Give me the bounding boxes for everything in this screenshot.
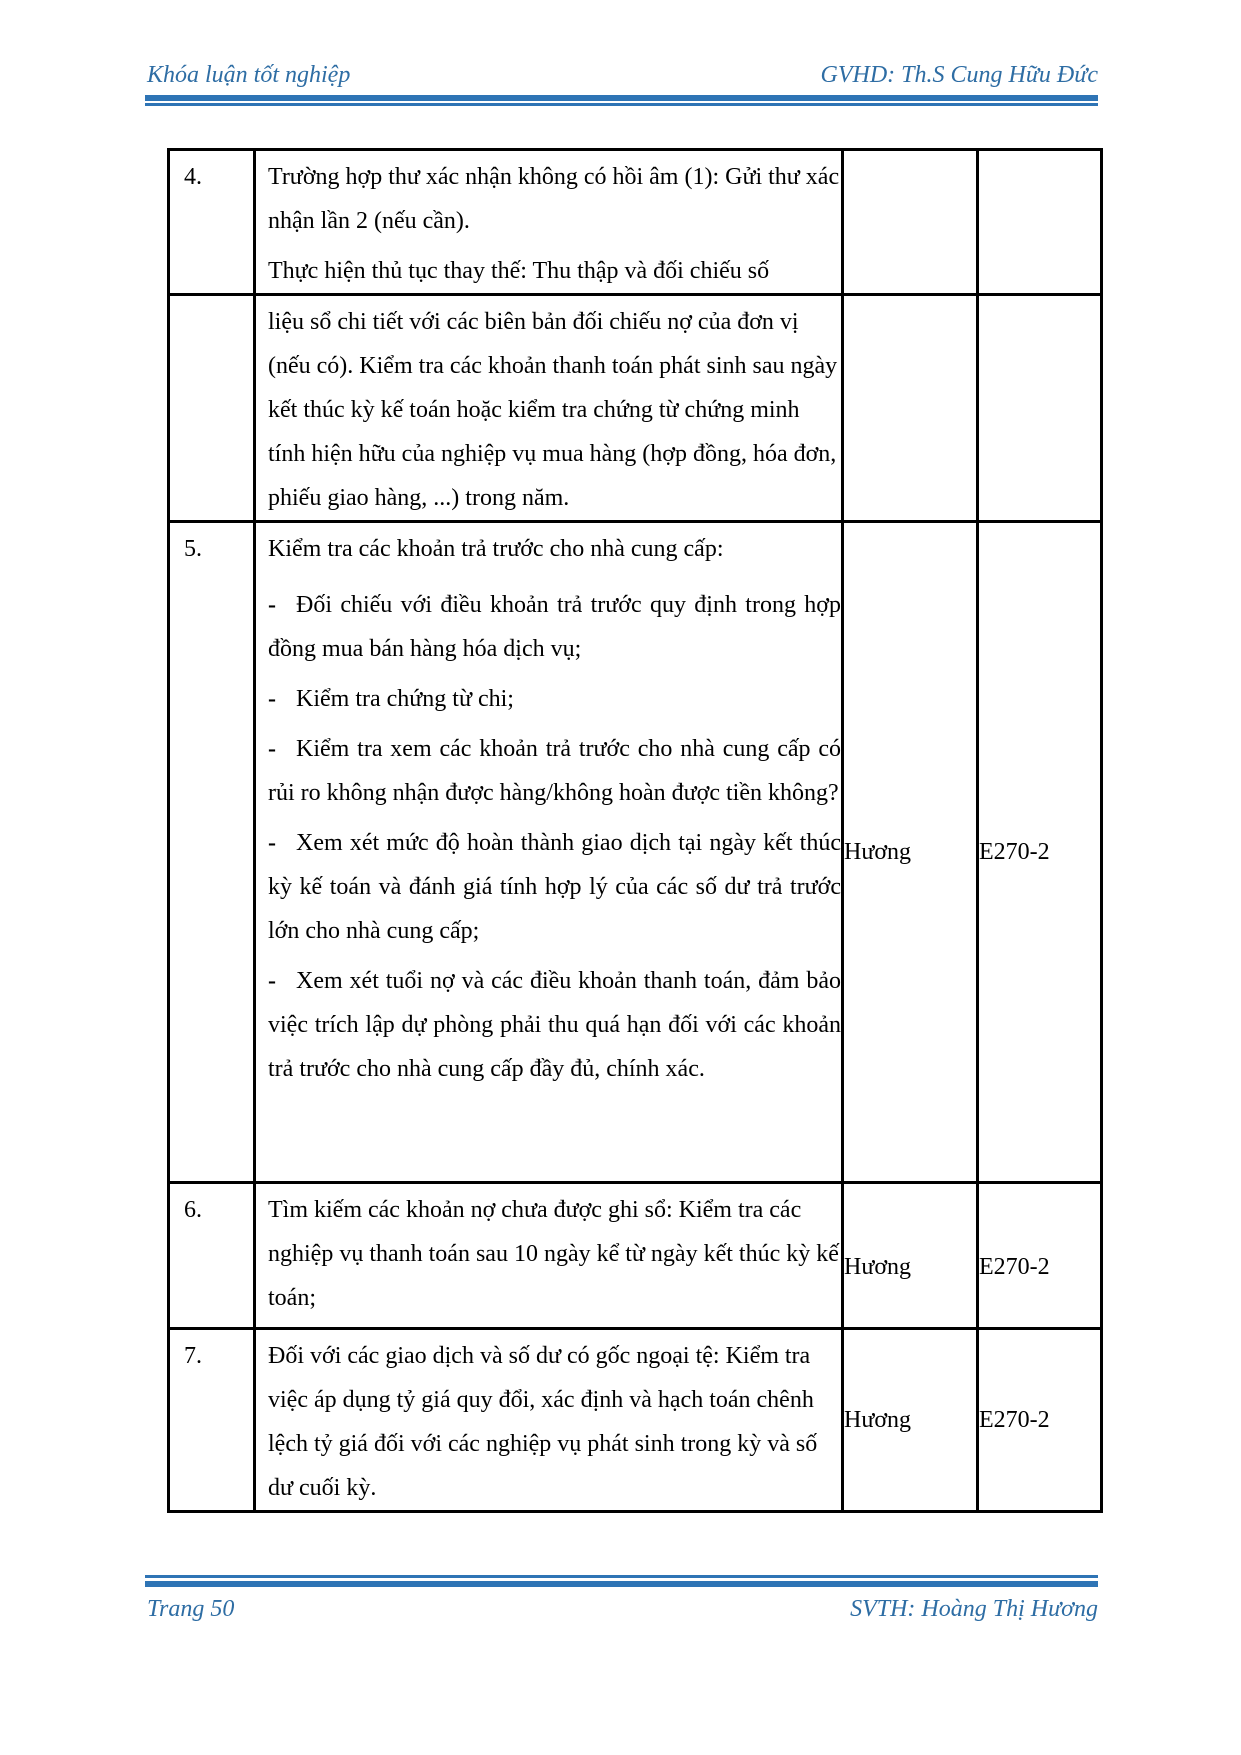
step-paragraph: Trường hợp thư xác nhận không có hồi âm (1): Gửi thư xác nhận lần 2 (nếu cần).	[268, 164, 840, 234]
step-description	[255, 522, 843, 1183]
reference-cell	[978, 522, 1102, 1183]
table-row	[169, 150, 1102, 295]
reference-cell	[978, 295, 1102, 522]
performer-name: Hương	[844, 1407, 912, 1433]
step-number: 5.	[169, 522, 255, 1183]
step-number: 7.	[169, 1329, 255, 1512]
header-rule-thick	[145, 95, 1098, 101]
step-bullet: - Xem xét tuổi nợ và các điều khoản thanh toán, đảm bảo việc trích lập dự phòng phải thu quá hạn đối với các khoản trả trước cho nhà cung cấp đầy đủ, chính xác.	[268, 959, 841, 1091]
step-description	[255, 1183, 843, 1329]
table-row	[169, 1183, 1102, 1329]
step-bullet: - Xem xét mức độ hoàn thành giao dịch tại ngày kết thúc kỳ kế toán và đánh giá tính hợp lý của các số dư trả trước lớn cho nhà cung cấp;	[268, 821, 841, 953]
step-paragraph: Tìm kiếm các khoản nợ chưa được ghi sổ: Kiểm tra các nghiệp vụ thanh toán sau 10 ngày kể từ ngày kết thúc kỳ kế toán;	[268, 1197, 839, 1311]
step-paragraph: Thực hiện thủ tục thay thế: Thu thập và đối chiếu số	[268, 258, 770, 284]
reference-code: E270-2	[979, 1253, 1050, 1280]
performer-cell	[843, 295, 978, 522]
student-name: SVTH: Hoàng Thị Hương	[850, 1596, 1098, 1622]
step-number	[169, 295, 255, 522]
table-row	[169, 295, 1102, 522]
footer-rule-thick	[145, 1581, 1098, 1587]
performer-cell	[843, 1183, 978, 1329]
step-number: 4.	[169, 150, 255, 295]
reference-cell	[978, 1329, 1102, 1512]
header-rule-thin	[145, 103, 1098, 106]
step-description	[255, 150, 843, 295]
step-intro: Kiểm tra các khoản trả trước cho nhà cung cấp:	[268, 536, 724, 562]
step-paragraph: Đối với các giao dịch và số dư có gốc ngoại tệ: Kiểm tra việc áp dụng tỷ giá quy đổi, xác định và hạch toán chênh lệch tỷ giá đối với các nghiệp vụ phát sinh trong kỳ và số dư cuối kỳ.	[268, 1343, 818, 1501]
performer-cell	[843, 150, 978, 295]
performer-name: Hương	[844, 839, 912, 865]
header-title: Khóa luận tốt nghiệp	[147, 62, 351, 88]
step-bullet: - Kiểm tra chứng từ chi;	[268, 677, 841, 721]
step-bullet: - Kiểm tra xem các khoản trả trước cho nhà cung cấp có rủi ro không nhận được hàng/không hoàn được tiền không?	[268, 727, 841, 815]
step-bullet: - Đối chiếu với điều khoản trả trước quy định trong hợp đồng mua bán hàng hóa dịch vụ;	[268, 583, 841, 671]
performer-name: Hương	[844, 1253, 912, 1280]
step-paragraph: liệu sổ chi tiết với các biên bản đối chiếu nợ của đơn vị (nếu có). Kiểm tra các khoản thanh toán phát sinh sau ngày kết thúc kỳ kế toán hoặc kiểm tra chứng từ chứng minh tính hiện hữu của nghiệp vụ mua hàng (hợp đồng, hóa đơn, phiếu giao hàng, ...) trong năm.	[268, 309, 838, 511]
performer-cell	[843, 522, 978, 1183]
step-description	[255, 1329, 843, 1512]
header-advisor: GVHD: Th.S Cung Hữu Đức	[820, 62, 1098, 88]
reference-code: E270-2	[979, 1407, 1050, 1433]
performer-cell	[843, 1329, 978, 1512]
step-number: 6.	[169, 1183, 255, 1329]
page-number: Trang 50	[147, 1596, 235, 1622]
reference-cell	[978, 1183, 1102, 1329]
footer-rule-thin	[145, 1575, 1098, 1578]
audit-procedure-table	[167, 148, 1103, 1513]
reference-code: E270-2	[979, 839, 1050, 865]
table-row	[169, 1329, 1102, 1512]
step-description	[255, 295, 843, 522]
table-row	[169, 522, 1102, 1183]
reference-cell	[978, 150, 1102, 295]
